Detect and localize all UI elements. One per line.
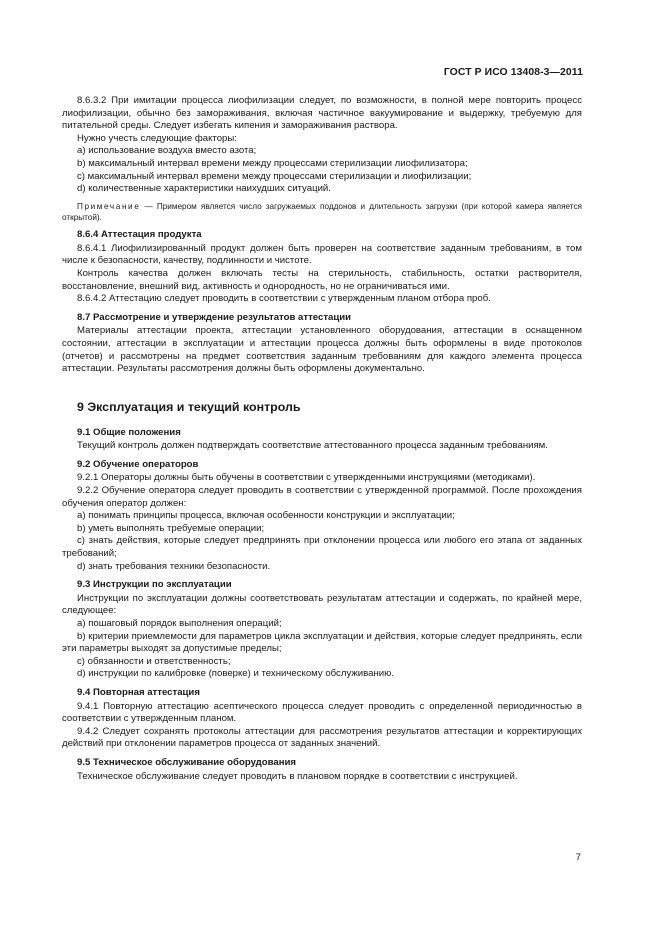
paragraph-8-6-4-2: 8.6.4.2 Аттестацию следует проводить в соответствии с утвержденным планом отбора проб. (77, 293, 491, 305)
paragraph-8-7: Материалы аттестации проекта, аттестации установленного оборудования, аттестации в оснащенном состоянии, аттестации в эксплуатации и аттестации процесса должны быть оформлены в виде протоколов (отчетов) и рассмотрены на предмет соответствия заданным требованиям для каждого элемента процесса аттестации. Результаты рассмотрения должны быть оформлены документально. (62, 325, 582, 375)
list-item: d) количественные характеристики наихудших ситуаций. (77, 183, 331, 195)
paragraph-9-3: Инструкции по эксплуатации должны соответствовать результатам аттестации и содержать, по крайней мере, следующее: (62, 592, 582, 617)
list-item: c) знать действия, которые следует предпринять при отклонении процесса или любого его этапа от заданных требований; (62, 535, 582, 560)
paragraph-9-4-1: 9.4.1 Повторную аттестацию асептического процесса следует проводить с определенной периодичностью в соответствии с утвержденным планом. (62, 700, 582, 725)
note (62, 201, 582, 223)
paragraph-8-6-3-2: 8.6.3.2 При имитации процесса лиофилизации следует, по возможности, в полной мере повторить процесс лиофилизации, обычно без замораживания, включая частичное вакуумирование и выдержку, требуемую для питательной среды. Следует избегать кипения и замораживания раствора. (62, 95, 582, 132)
list-item: b) критерии приемлемости для параметров цикла эксплуатации и действия, которые следует предпринять, если эти параметры выходят за допустимые пределы; (62, 630, 582, 655)
list-item: c) обязанности и ответственность; (77, 655, 231, 667)
note-text: — Примером является число загружаемых поддонов и длительность загрузки (при которой камера является открытой). (62, 201, 582, 222)
paragraph-9-1: Текущий контроль должен подтверждать соответствие аттестованного процесса заданным требованиям. (77, 440, 548, 452)
page-number: 7 (575, 851, 581, 862)
heading-9-3: 9.3 Инструкции по эксплуатации (77, 579, 232, 591)
list-item: b) уметь выполнять требуемые операции; (77, 522, 265, 534)
list-item: c) максимальный интервал времени между процессами стерилизации и лиофилизации; (77, 170, 472, 182)
heading-9-1: 9.1 Общие положения (77, 426, 181, 438)
list-item: a) использование воздуха вместо азота; (77, 145, 257, 157)
list-item: a) понимать принципы процесса, включая особенности конструкции и эксплуатации; (77, 510, 455, 522)
factors-intro: Нужно учесть следующие факторы: (77, 132, 237, 144)
document-code: ГОСТ Р ИСО 13408-3—2011 (443, 67, 583, 78)
note-label: Примечание (77, 201, 141, 211)
heading-9-5: 9.5 Техническое обслуживание оборудования (77, 756, 297, 768)
heading-8-7: 8.7 Рассмотрение и утверждение результатов аттестации (77, 311, 352, 323)
heading-9-2: 9.2 Обучение операторов (77, 458, 199, 470)
paragraph-quality-control: Контроль качества должен включать тесты на стерильность, стабильность, остатки растворителя, восстановление, внешний вид, активность и однородность, но не ограничиваться ими. (62, 267, 582, 292)
list-item: d) инструкции по калибровке (поверке) и техническому обслуживанию. (77, 668, 394, 680)
list-item: a) пошаговый порядок выполнения операций; (77, 618, 282, 629)
paragraph-9-2-1: 9.2.1 Операторы должны быть обучены в соответствии с утвержденными инструкциями (методиками). (77, 472, 536, 484)
heading-8-6-4: 8.6.4 Аттестация продукта (77, 229, 202, 241)
page-content (62, 95, 582, 783)
paragraph-8-6-4-1: 8.6.4.1 Лиофилизированный продукт должен быть проверен на соответствие заданным требованиям, в том числе к безопасности, качеству, подлинности и чистоте. (62, 242, 582, 267)
list-item: d) знать требования техники безопасности. (77, 560, 271, 572)
paragraph-9-4-2: 9.4.2 Следует сохранять протоколы аттестации для рассмотрения результатов аттестации и корректирующих действий при отклонении параметров процесса от заданных значений. (62, 725, 582, 750)
heading-9-4: 9.4 Повторная аттестация (77, 686, 200, 698)
list-item: b) максимальный интервал времени между процессами стерилизации лиофилизатора; (77, 157, 468, 169)
paragraph-9-2-2: 9.2.2 Обучение оператора следует проводить в соответствии с утвержденной программой. После прохождения обучения оператор должен: (62, 485, 582, 509)
heading-9: 9 Эксплуатация и текущий контроль (77, 399, 301, 414)
paragraph-9-5: Техническое обслуживание следует проводить в плановом порядке в соответствии с инструкцией. (77, 770, 518, 782)
